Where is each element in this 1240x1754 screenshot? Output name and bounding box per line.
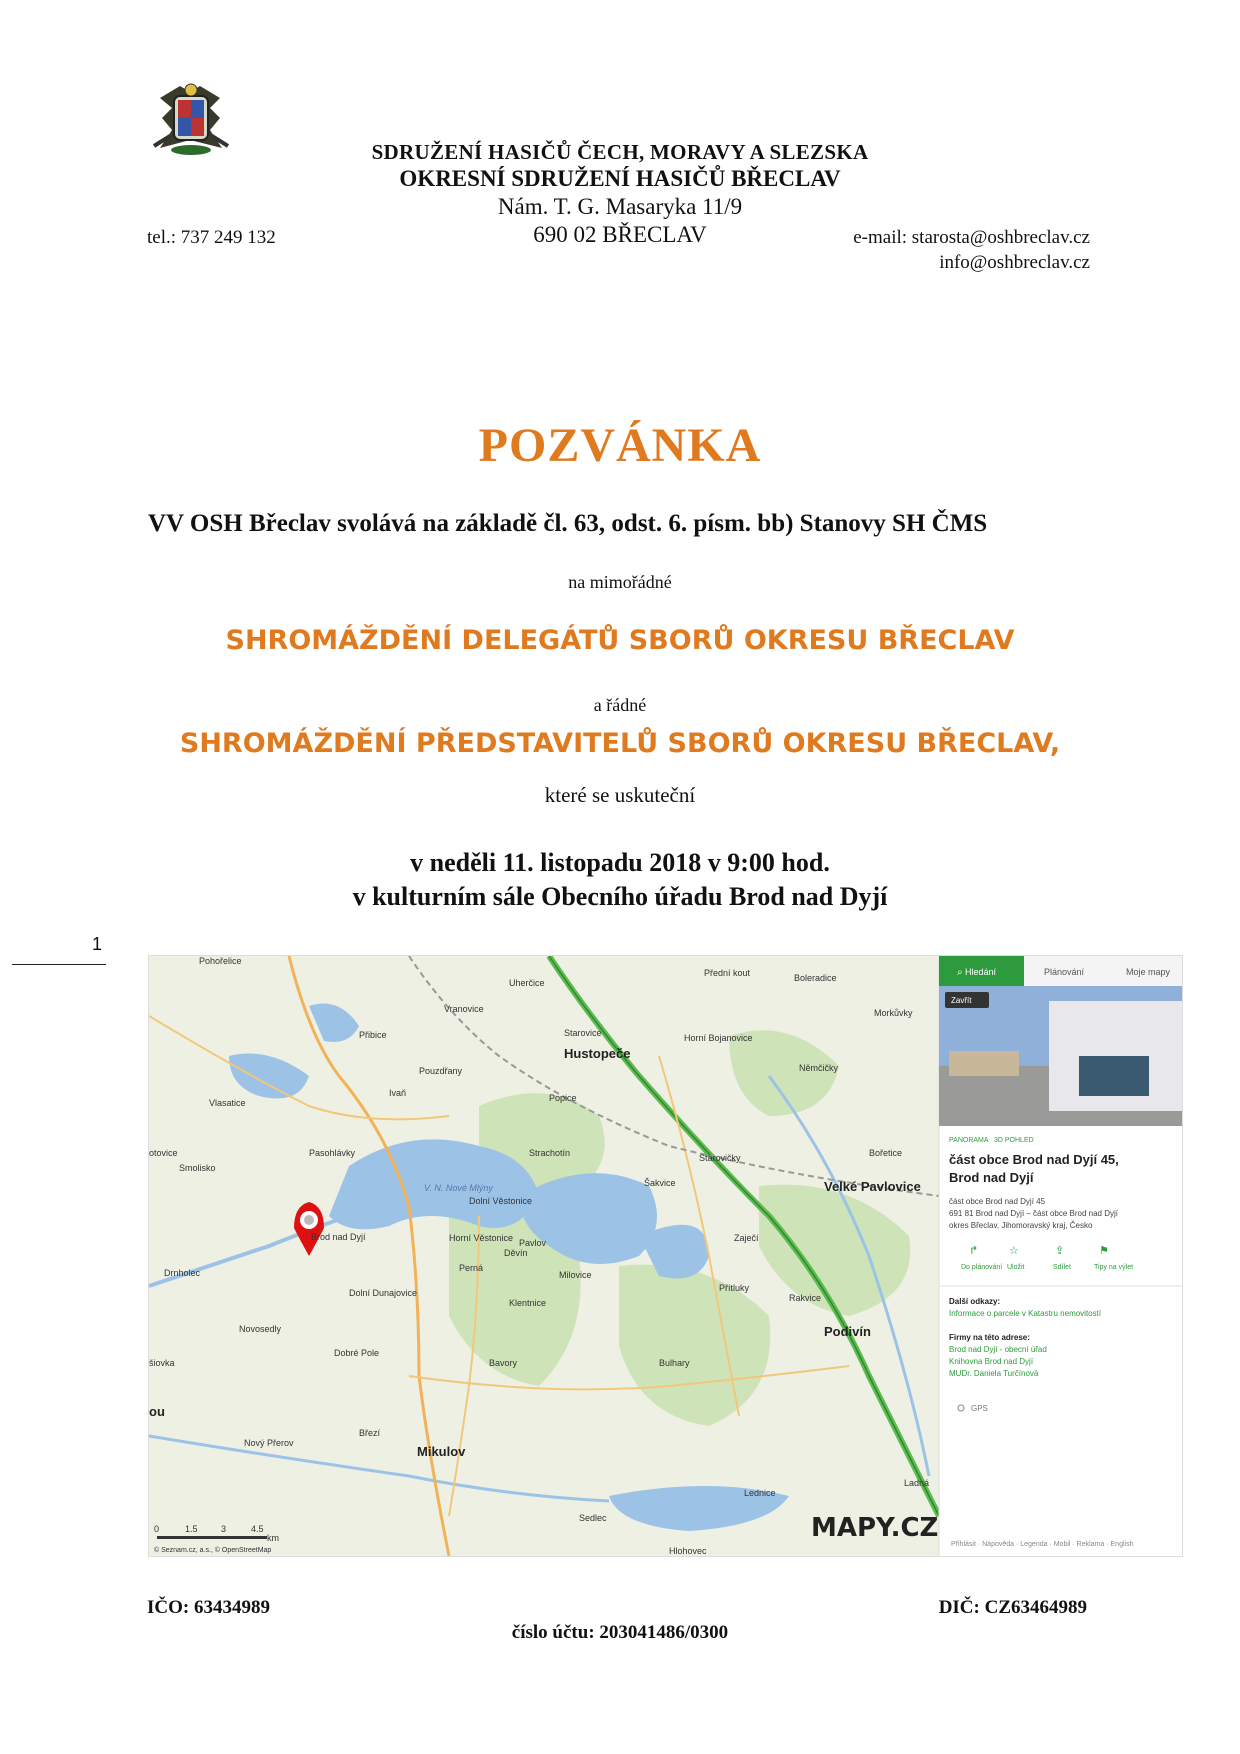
map-label-horni-bojanovice: Horní Bojanovice [684,1033,753,1043]
tab-my-maps-label: Moje mapy [1126,967,1171,977]
map-label-pouzdrany: Pouzdřany [419,1066,463,1076]
org-phone: tel.: 737 249 132 [147,227,276,248]
text-a-radne: a řádné [593,695,647,715]
map-label-morkuvky: Morkůvky [874,1008,913,1018]
map-label-ivan: Ivaň [389,1088,407,1098]
map-label-starovicky: Starovičky [699,1153,741,1163]
search-icon: ⌕ [957,967,963,978]
org-city: 690 02 BŘECLAV [533,222,707,247]
org-name-national: SDRUŽENÍ HASIČŮ ČECH, MORAVY A SLEZSKA [371,140,869,164]
map-label-hlohovec: Hlohovec [669,1546,707,1556]
plan-icon: ↱ [969,1244,979,1257]
org-address: Nám. T. G. Masaryka 11/9 [497,194,743,219]
action-trip-label: Tipy na výlet [1094,1264,1134,1271]
event-title-representatives: SHROMÁŽDĚNÍ PŘEDSTAVITELŮ SBORŮ OKRESU BŘECLAV, [179,728,1061,759]
document-title: POZVÁNKA [478,419,762,472]
map-label-pasohlavky: Pasohlávky [309,1148,356,1158]
more-links-title: Další odkazy: [949,1297,1001,1306]
star-icon: ☆ [1009,1244,1019,1257]
action-share-label: Sdílet [1053,1264,1071,1271]
mapy-cz-logo: MAPY.CZ [811,1513,939,1543]
map-label-vranovice: Vranovice [444,1004,484,1014]
event-title-delegates: SHROMÁŽDĚNÍ DELEGÁTŮ SBORŮ OKRESU BŘECLAV [225,625,1015,656]
map-label-dolni-dunajovice: Dolní Dunajovice [349,1288,418,1298]
map-label-pritluky: Přítluky [719,1283,750,1293]
map-label-otovice: otovice [149,1148,178,1158]
panel-footer-links: Přihlásit · Nápověda · Legenda · Mobil · Reklama · English [951,1541,1134,1548]
convocation-intro: VV OSH Břeclav svolává na základě čl. 63, odst. 6. písm. bb) Stanovy SH ČMS [148,510,988,537]
map-copyright: © Seznam.cz, a.s., © OpenStreetMap [154,1547,272,1554]
dic-number: DIČ: CZ63464989 [938,1597,1087,1618]
map-label-velke-pavlovice: Velké Pavlovice [824,1179,921,1194]
map-label-ou: ou [149,1404,165,1419]
map-label-pohorelice: Pohořelice [199,956,242,966]
text-ktere-se-uskutecni: které se uskuteční [544,783,696,807]
svg-text:3: 3 [221,1524,227,1534]
text-na-mimoradne: na mimořádné [568,572,672,592]
map-label-borecice: Bořetice [869,1148,903,1158]
svg-text:1.5: 1.5 [185,1524,198,1534]
map-label-devin: Děvín [504,1248,528,1258]
map-label-predni-kout: Přední kout [704,968,751,978]
map-label-sakvice: Šakvice [644,1178,676,1188]
map-label-boleradice: Boleradice [794,973,837,983]
map-label-podivin: Podivín [824,1324,871,1339]
map-label-lednice: Lednice [744,1488,776,1498]
map-label-dolni-vestonice: Dolní Věstonice [469,1196,533,1206]
map-label-dobre-pole: Dobré Pole [334,1348,380,1358]
map-screenshot [148,955,1183,1557]
map-label-perna: Perná [459,1263,484,1273]
map-label-mikulov: Mikulov [417,1444,466,1459]
map-label-smolisko: Smolisko [179,1163,216,1173]
map-label-rakvice: Rakvice [789,1293,822,1303]
map-label-pavlov: Pavlov [519,1238,547,1248]
place-address-line2: 691 81 Brod nad Dyjí – část obce Brod nad Dyjí [949,1209,1118,1218]
firm-link-3: MUDr. Daniela Turčínová [949,1369,1039,1378]
event-date-time: v neděli 11. listopadu 2018 v 9:00 hod. [410,848,830,877]
map-label-milovice: Milovice [559,1270,592,1280]
svg-text:0: 0 [154,1524,160,1534]
svg-text:Zavřít: Zavřít [951,996,972,1005]
svg-text:km: km [267,1533,279,1543]
map-label-nove-mlyny: V. N. Nové Mlýny [424,1183,493,1193]
map-label-brezi: Březí [359,1428,381,1438]
map-label-vlasatice: Vlasatice [209,1098,246,1108]
place-address-line3: okres Břeclav, Jihomoravský kraj, Česko [949,1221,1093,1230]
map-label-bavory: Bavory [489,1358,518,1368]
map-label-sedlec: Sedlec [579,1513,607,1523]
map-label-sisovka: šiovka [149,1358,175,1368]
gps-label: GPS [971,1404,988,1413]
map-label-popice: Popice [549,1093,577,1103]
share-icon: ⇪ [1055,1244,1065,1257]
map-label-hustopece: Hustopeče [564,1046,631,1061]
map-canvas [149,956,1182,1556]
ico-number: IČO: 63434989 [147,1597,270,1618]
3d-view-link: 3D POHLED [994,1137,1034,1144]
action-save-label: Uložit [1007,1264,1025,1271]
tab-search-label: Hledání [965,967,997,977]
map-label-starovice: Starovice [564,1028,602,1038]
firms-title: Firmy na této adrese: [949,1333,1030,1342]
tab-planning-label: Plánování [1044,967,1085,977]
map-label-ladna: Ladná [904,1478,930,1488]
svg-text:4.5: 4.5 [251,1524,264,1534]
place-title-line2: Brod nad Dyjí [949,1170,1034,1185]
org-email[interactable]: e-mail: starosta@oshbreclav.cz [853,227,1090,248]
firm-link-1: Brod nad Dyjí - obecní úřad [949,1345,1047,1354]
map-label-zajeci: Zaječí [734,1233,759,1243]
place-title-line1: část obce Brod nad Dyjí 45, [949,1152,1119,1167]
map-label-nemcicky: Němčičky [799,1063,839,1073]
map-label-strachotin: Strachotín [529,1148,571,1158]
cadastre-link: Informace o parcele v Katastru nemovitostí [949,1309,1102,1318]
map-label-klentnice: Klentnice [509,1298,547,1308]
map-label-novosedly: Novosedly [239,1324,282,1334]
org-info-email[interactable]: info@oshbreclav.cz [939,252,1090,273]
map-label-pribice: Přibice [359,1030,387,1040]
map-label-drnholec: Drnholec [164,1268,201,1278]
map-label-novy-prerov: Nový Přerov [244,1438,294,1448]
bank-account: číslo účtu: 203041486/0300 [511,1622,729,1643]
footnote-number: 1 [92,934,103,954]
org-name-district: OKRESNÍ SDRUŽENÍ HASIČŮ BŘECLAV [399,166,841,191]
firm-link-2: Knihovna Brod nad Dyjí [949,1357,1034,1366]
map-label-bulhary: Bulhary [659,1358,690,1368]
hiker-icon: ⚑ [1099,1244,1109,1257]
map-label-brod: Brod nad Dyjí [311,1232,366,1242]
footnote-line [12,964,106,965]
map-label-uhercice: Uherčice [509,978,545,988]
event-venue: v kulturním sále Obecního úřadu Brod nad Dyjí [352,882,888,911]
map-label-horni-vestonice: Horní Věstonice [449,1233,514,1243]
panorama-link: PANORAMA [949,1137,989,1144]
place-address-line1: část obce Brod nad Dyjí 45 [949,1197,1046,1206]
action-plan-label: Do plánování [961,1264,1003,1271]
